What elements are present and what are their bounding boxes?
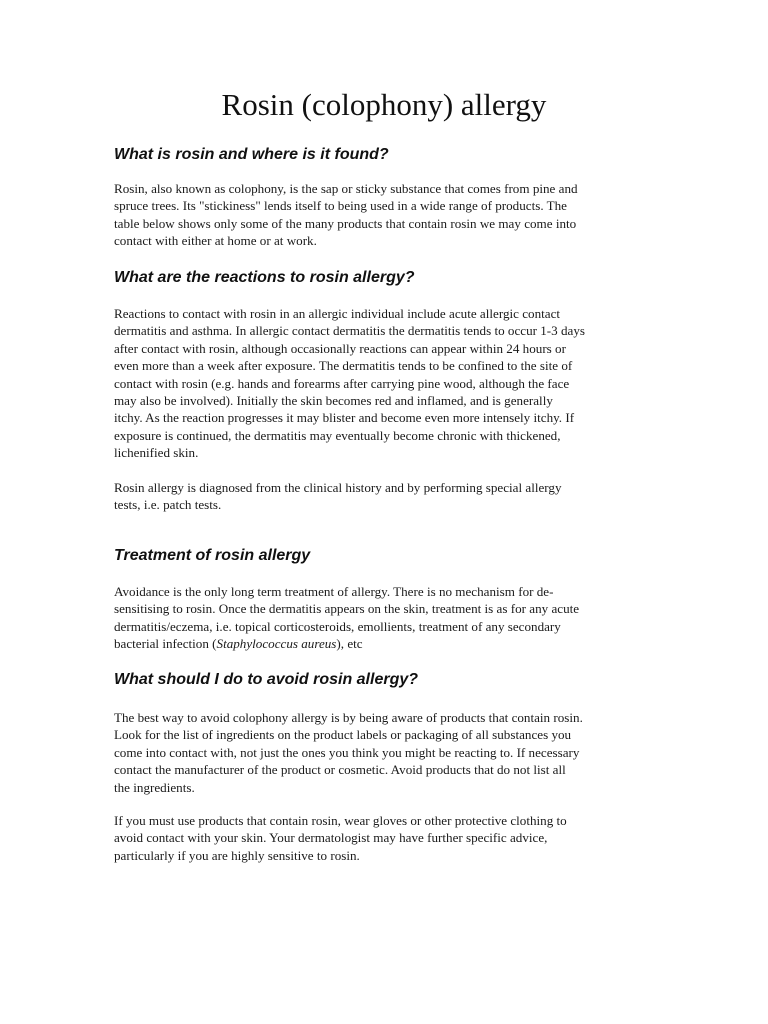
text-line: exposure is continued, the dermatitis may eventually become chronic with thickened,: [114, 427, 561, 443]
species-name-italic: Staphylococcus aureus: [216, 636, 337, 652]
section-heading-reactions: What are the reactions to rosin allergy?: [114, 269, 415, 286]
paragraph-reactions: [114, 305, 644, 462]
section-heading-avoid: What should I do to avoid rosin allergy?: [114, 671, 419, 688]
text-line: avoid contact with your skin. Your dermatologist may have further specific advice,: [114, 830, 548, 846]
paragraph-protective-clothing: [114, 812, 644, 864]
text-line: tests, i.e. patch tests.: [114, 497, 222, 513]
text-line: contact with rosin (e.g. hands and forearms after carrying pine wood, although the face: [114, 375, 570, 391]
text-line: table below shows only some of the many products that contain rosin we may come into: [114, 215, 577, 231]
text-line: The best way to avoid colophony allergy is by being aware of products that contain rosin.: [114, 710, 583, 725]
text-line: after contact with rosin, although occasionally reactions can appear within 24 hours or: [114, 340, 566, 356]
paragraph-avoid: [114, 709, 644, 796]
text-line: the ingredients.: [114, 779, 195, 795]
text-line: Rosin allergy is diagnosed from the clinical history and by performing special allergy: [114, 480, 562, 495]
paragraph-diagnosis: [114, 479, 644, 514]
text-line: itchy. As the reaction progresses it may blister and become even more intensely itchy. If: [114, 410, 575, 426]
text-line: come into contact with, not just the ones you think you might be reacting to. If necessary: [114, 744, 580, 760]
paragraph-what-is-rosin: [114, 180, 644, 250]
text-line: [114, 635, 644, 652]
text-line: particularly if you are highly sensitive to rosin.: [114, 847, 360, 863]
text-line: dermatitis/eczema, i.e. topical corticosteroids, emollients, treatment of any secondary: [114, 618, 561, 634]
text-line: spruce trees. Its "stickiness" lends itself to being used in a wide range of products. The: [114, 198, 567, 214]
text-line: If you must use products that contain rosin, wear gloves or other protective clothing to: [114, 813, 567, 828]
text-line: Avoidance is the only long term treatment of allergy. There is no mechanism for de-: [114, 584, 554, 599]
text-line: sensitising to rosin. Once the dermatitis appears on the skin, treatment is as for any acute: [114, 601, 580, 617]
text-line: contact the manufacturer of the product or cosmetic. Avoid products that do not list all: [114, 762, 566, 778]
text-line: may also be involved). Initially the skin becomes red and inflamed, and is generally: [114, 393, 553, 409]
paragraph-treatment: [114, 583, 644, 653]
text-line: Look for the list of ingredients on the product labels or packaging of all substances you: [114, 727, 572, 743]
section-heading-what-is-rosin: What is rosin and where is it found?: [114, 146, 389, 163]
text-fragment: ), etc: [336, 636, 363, 652]
text-line: even more than a week after exposure. The dermatitis tends to be confined to the site of: [114, 358, 573, 374]
text-line: contact with either at home or at work.: [114, 233, 317, 249]
page-title: Rosin (colophony) allergy: [221, 87, 547, 122]
text-line: Reactions to contact with rosin in an allergic individual include acute allergic contact: [114, 306, 561, 321]
text-line: dermatitis and asthma. In allergic contact dermatitis the dermatitis tends to occur 1-3 days: [114, 323, 585, 339]
section-heading-treatment: Treatment of rosin allergy: [114, 547, 311, 564]
text-line: Rosin, also known as colophony, is the sap or sticky substance that comes from pine and: [114, 181, 578, 196]
text-fragment: bacterial infection (: [114, 636, 217, 652]
text-line: lichenified skin.: [114, 445, 199, 461]
